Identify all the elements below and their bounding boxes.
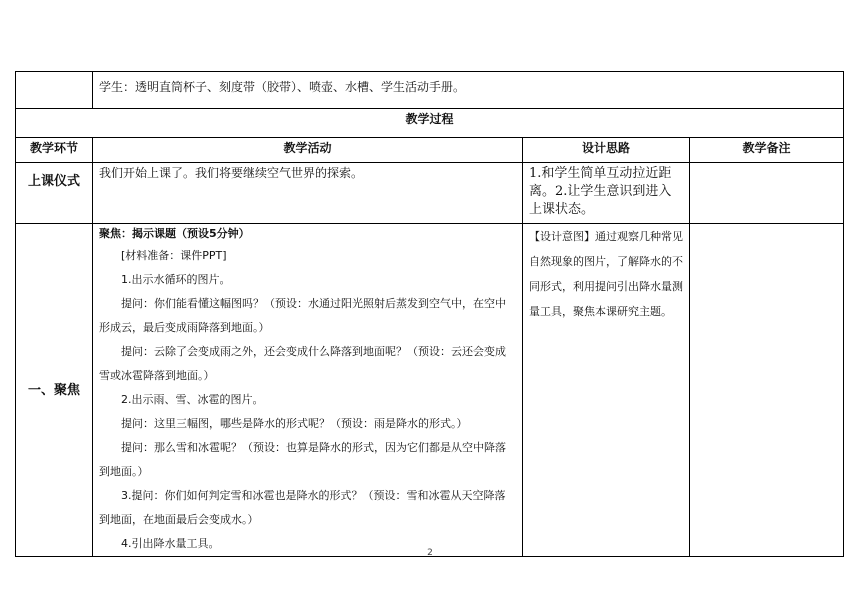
header-notes: 教学备注 — [690, 138, 844, 163]
ritual-stage: 上课仪式 — [16, 163, 93, 224]
focus-step-2: 2.出示雨、雪、冰雹的图片。 — [121, 393, 264, 406]
focus-question-3: 提问：这里三幅图，哪些是降水的形式呢？（预设：雨是降水的形式。） — [121, 417, 468, 430]
section-row — [16, 109, 844, 138]
ritual-row — [16, 163, 844, 224]
focus-step-3: 3.提问：你们如何判定雪和冰雹也是降水的形式？（预设：雪和冰雹从天空降落到地面，在地面最后会变成水。） — [99, 489, 506, 526]
materials-blank-cell — [16, 72, 93, 109]
lesson-plan-table — [15, 71, 844, 557]
focus-activity — [93, 224, 523, 557]
header-row — [16, 138, 844, 163]
ritual-notes — [690, 163, 844, 224]
student-materials: 学生：透明直筒杯子、刻度带（胶带）、喷壶、水槽、学生活动手册。 — [93, 72, 844, 109]
header-design: 设计思路 — [523, 138, 690, 163]
focus-heading: 聚焦：揭示课题（预设5分钟） — [99, 227, 250, 240]
focus-stage: 一、聚焦 — [16, 224, 93, 557]
focus-step-4: 4.引出降水量工具。 — [121, 537, 220, 550]
focus-row — [16, 224, 844, 557]
focus-question-1: 提问：你们能看懂这幅图吗？（预设：水通过阳光照射后蒸发到空气中，在空中形成云，最后变成雨降落到地面。） — [99, 297, 506, 334]
focus-design: 【设计意图】通过观察几种常见自然现象的图片，了解降水的不同形式，利用提问引出降水量测量工具，聚焦本课研究主题。 — [523, 224, 690, 557]
ritual-design: 1.和学生简单互动拉近距离。2.让学生意识到进入上课状态。 — [523, 163, 690, 224]
page-number: 2 — [427, 548, 433, 558]
focus-materials: [材料准备：课件PPT] — [121, 249, 227, 262]
header-stage: 教学环节 — [16, 138, 93, 163]
materials-row — [16, 72, 844, 109]
focus-notes — [690, 224, 844, 557]
focus-step-1: 1.出示水循环的图片。 — [121, 273, 231, 286]
header-activity: 教学活动 — [93, 138, 523, 163]
focus-question-4: 提问：那么雪和冰雹呢？（预设：也算是降水的形式，因为它们都是从空中降落到地面。） — [99, 441, 506, 478]
ritual-activity: 我们开始上课了。我们将要继续空气世界的探索。 — [93, 163, 523, 224]
focus-question-2: 提问：云除了会变成雨之外，还会变成什么降落到地面呢？（预设：云还会变成雪或冰雹降落到地面。） — [99, 345, 506, 382]
section-title: 教学过程 — [16, 109, 844, 138]
